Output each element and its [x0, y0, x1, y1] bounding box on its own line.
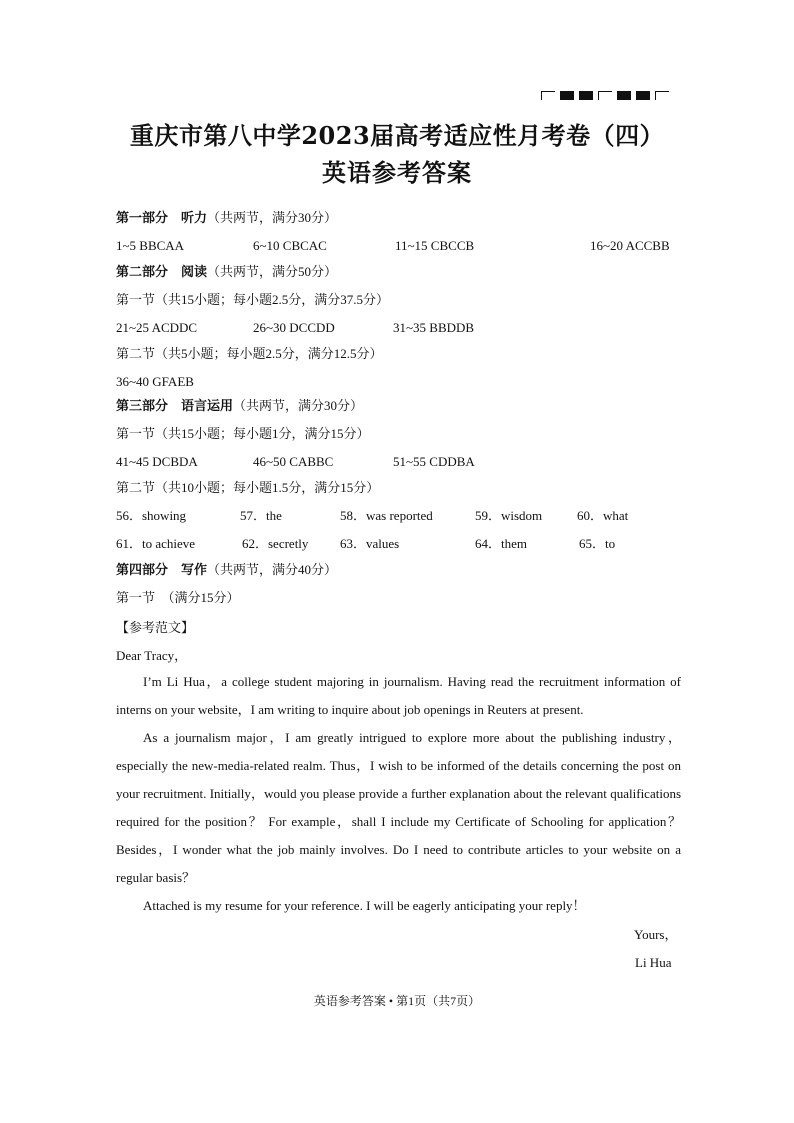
- letter-salutation: Dear Tracy，: [116, 648, 188, 663]
- part2-header: [116, 264, 337, 280]
- page-footer: 英语参考答案 • 第1页（共7页）: [313, 994, 481, 1008]
- part2-note: （共两节，满分50分）: [207, 264, 338, 279]
- part4-note: （共两节，满分40分）: [207, 562, 338, 577]
- part2-section2: 第二节（共5小题；每小题2.5分，满分12.5分）: [116, 346, 383, 361]
- registration-mark: [579, 91, 593, 100]
- registration-mark: [636, 91, 650, 100]
- part3-header: [116, 398, 363, 414]
- registration-marks: [541, 91, 669, 100]
- letter-body: [116, 668, 681, 920]
- letter-closing: Yours，: [634, 927, 678, 942]
- registration-mark: [617, 91, 631, 100]
- part4-header: [116, 562, 337, 578]
- answer-group: 26~30 DCCDD: [253, 320, 335, 335]
- letter-signature: Li Hua: [635, 955, 672, 970]
- letter-paragraph: Attached is my resume for your reference. I will be eagerly anticipating your reply！: [143, 898, 586, 913]
- part1-header: [116, 210, 337, 226]
- fill-answer: 64．them: [475, 536, 527, 551]
- page-subtitle: 英语参考答案: [322, 158, 472, 187]
- fill-answer: 61．to achieve: [116, 536, 196, 551]
- answer-group: 21~25 ACDDC: [116, 320, 198, 335]
- answer-group: 51~55 CDDBA: [393, 454, 475, 469]
- registration-mark: [655, 91, 669, 100]
- part1-heading: 第一部分 听力: [116, 210, 208, 225]
- part3-section1: 第一节（共15小题；每小题1分，满分15分）: [116, 426, 370, 441]
- fill-answer: 59．wisdom: [475, 508, 543, 523]
- fill-answer: 65．to: [579, 536, 616, 551]
- part4-heading: 第四部分 写作: [116, 562, 208, 577]
- part2-heading: 第二部分 阅读: [116, 264, 208, 279]
- part4-section1: 第一节 （满分15分）: [116, 590, 240, 605]
- letter-paragraph: I’m Li Hua，a college student majoring in journalism. Having read the recruitment information of interns on your website，I am writing to inquire about job openings in Reuters at present.: [116, 674, 681, 717]
- registration-mark: [541, 91, 555, 100]
- part1-note: （共两节，满分30分）: [207, 210, 338, 225]
- part3-heading: 第三部分 语言运用: [116, 398, 234, 413]
- fill-answer: 58．was reported: [340, 508, 433, 523]
- fill-answer: 56．showing: [116, 508, 187, 523]
- answer-group: 36~40 GFAEB: [116, 374, 194, 389]
- answer-group: 1~5 BBCAA: [116, 238, 185, 253]
- fill-answer: 57．the: [240, 508, 282, 523]
- answer-group: 31~35 BBDDB: [393, 320, 475, 335]
- part2-section1: 第一节（共15小题；每小题2.5分，满分37.5分）: [116, 292, 390, 307]
- sample-label: 【参考范文】: [116, 620, 195, 635]
- answer-group: 16~20 ACCBB: [590, 238, 670, 253]
- fill-answer: 60．what: [577, 508, 629, 523]
- letter-paragraph: As a journalism major，I am greatly intrigued to explore more about the publishing industry，especially the new-media-related realm. Thus，I wish to be informed of the details concerning the post on your recruitment. Initially，would you please provide a further explanation about the relevant qualifications required for the position？ For example，shall I include my Certificate of Schooling for application？ Besides，I wonder what the job mainly involves. Do I need to contribute articles to your website on a regular basis？: [116, 730, 681, 885]
- answer-group: 41~45 DCBDA: [116, 454, 198, 469]
- registration-mark: [598, 91, 612, 100]
- fill-answer: 63．values: [340, 536, 400, 551]
- answer-group: 11~15 CBCCB: [395, 238, 475, 253]
- page-title: 重庆市第八中学2023届高考适应性月考卷（四）: [129, 121, 665, 150]
- part3-note: （共两节，满分30分）: [233, 398, 364, 413]
- fill-answer: 62．secretly: [242, 536, 309, 551]
- part3-section2: 第二节（共10小题；每小题1.5分，满分15分）: [116, 480, 380, 495]
- registration-mark: [560, 91, 574, 100]
- answer-group: 6~10 CBCAC: [253, 238, 327, 253]
- answer-group: 46~50 CABBC: [253, 454, 334, 469]
